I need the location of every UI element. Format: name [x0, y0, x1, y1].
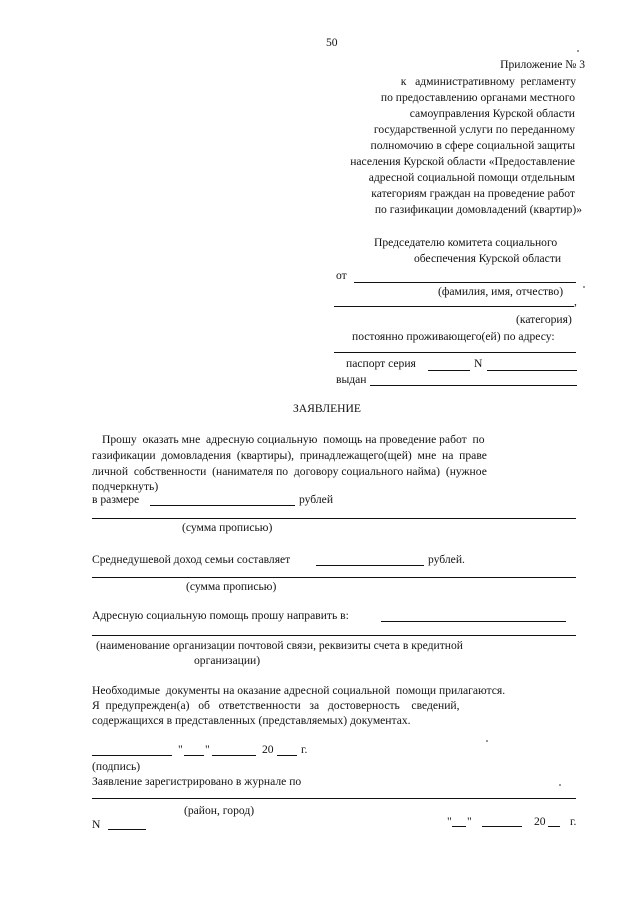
- addressee-line-2: обеспечения Курской области: [414, 252, 562, 265]
- passport-series-field[interactable]: [428, 370, 470, 371]
- amount-unit: рублей: [299, 493, 334, 506]
- amount-label: в размере: [92, 493, 140, 506]
- reg-year-field[interactable]: [548, 826, 560, 827]
- organization-field-line[interactable]: [92, 635, 576, 636]
- addressee-line-1: Председателю комитета социального: [374, 236, 558, 249]
- passport-number-field[interactable]: [487, 370, 577, 371]
- reg-year-prefix: 20: [534, 815, 546, 828]
- income-unit: рублей.: [428, 553, 465, 566]
- request-line: газификации домовладения (квартиры), принадлежащего(щей) мне на праве: [92, 449, 487, 462]
- reg-quote-open: ": [447, 815, 452, 828]
- direct-field[interactable]: [381, 621, 566, 622]
- category-hint: (категория): [516, 313, 572, 326]
- appendix-line: населения Курской области «Предоставление: [350, 155, 575, 168]
- signature-hint: (подпись): [92, 760, 141, 773]
- income-words-hint: (сумма прописью): [186, 580, 277, 593]
- appendix-line: адресной социальной помощи отдельным: [368, 171, 575, 184]
- year-suffix: г.: [301, 743, 308, 756]
- income-field[interactable]: [316, 565, 424, 566]
- income-words-line[interactable]: [92, 577, 576, 578]
- scan-speck: [577, 50, 579, 52]
- warning-line-2: содержащихся в представленных (представляемых) документах.: [92, 714, 411, 727]
- request-line: Прошу оказать мне адресную социальную помощь на проведение работ по: [102, 433, 485, 446]
- organization-hint-line-2: организации): [194, 654, 261, 667]
- address-field-line[interactable]: [334, 352, 576, 353]
- request-line: подчеркнуть): [92, 480, 159, 493]
- reg-day-field[interactable]: [452, 826, 466, 827]
- request-line: личной собственности (нанимателя по договору социального найма) (нужное: [92, 465, 487, 478]
- documents-attached-text: Необходимые документы на оказание адресной социальной помощи прилагаются.: [92, 684, 506, 697]
- month-field[interactable]: [212, 755, 256, 756]
- page-number: 50: [326, 36, 338, 49]
- reg-year-suffix: г.: [570, 815, 577, 828]
- appendix-line: к административному регламенту: [400, 75, 576, 88]
- year-field[interactable]: [277, 755, 297, 756]
- income-label: Среднедушевой доход семьи составляет: [92, 553, 291, 566]
- residence-label: постоянно проживающего(ей) по адресу:: [352, 330, 555, 343]
- amount-words-hint: (сумма прописью): [182, 521, 273, 534]
- from-label: от: [336, 269, 347, 282]
- fio-field-line[interactable]: [354, 282, 576, 283]
- appendix-line: государственной услуги по переданному: [373, 123, 575, 136]
- scan-speck: [486, 740, 488, 742]
- signature-field[interactable]: [92, 755, 172, 756]
- passport-series-label: паспорт серия: [346, 357, 416, 370]
- reg-month-field[interactable]: [482, 826, 522, 827]
- scan-speck: [583, 286, 585, 288]
- appendix-line: Приложение № 3: [500, 58, 585, 71]
- registration-number-label: N: [92, 818, 101, 831]
- document-title: ЗАЯВЛЕНИЕ: [293, 402, 361, 415]
- district-field-line[interactable]: [92, 798, 576, 799]
- amount-words-line[interactable]: [92, 518, 576, 519]
- category-field-line[interactable]: [334, 306, 574, 307]
- amount-field[interactable]: [150, 505, 295, 506]
- appendix-line: полномочию в сфере социальной защиты: [370, 139, 575, 152]
- day-field[interactable]: [184, 755, 204, 756]
- appendix-line: по предоставлению органами местного: [380, 91, 575, 104]
- quote-open: ": [178, 743, 183, 756]
- passport-number-label: N: [474, 357, 483, 370]
- issued-field-line[interactable]: [370, 385, 577, 386]
- year-prefix: 20: [262, 743, 274, 756]
- direct-label: Адресную социальную помощь прошу направить в:: [92, 609, 349, 622]
- registration-label: Заявление зарегистрировано в журнале по: [92, 775, 302, 788]
- registration-number-field[interactable]: [108, 829, 146, 830]
- issued-label: выдан: [336, 373, 367, 386]
- scan-speck: [559, 784, 561, 786]
- reg-quote-close: ": [467, 815, 472, 828]
- fio-hint: (фамилия, имя, отчество): [438, 285, 564, 298]
- warning-line-1: Я предупрежден(а) об ответственности за достоверность сведений,: [92, 699, 460, 712]
- organization-hint-line-1: (наименование организации почтовой связи, реквизиты счета в кредитной: [96, 639, 463, 652]
- appendix-line: по газификации домовладений (квартир)»: [374, 203, 582, 216]
- comma: ,: [574, 295, 577, 308]
- appendix-line: категориям граждан на проведение работ: [371, 187, 575, 200]
- appendix-line: самоуправления Курской области: [409, 107, 575, 120]
- quote-close: ": [205, 743, 210, 756]
- district-hint: (район, город): [184, 804, 255, 817]
